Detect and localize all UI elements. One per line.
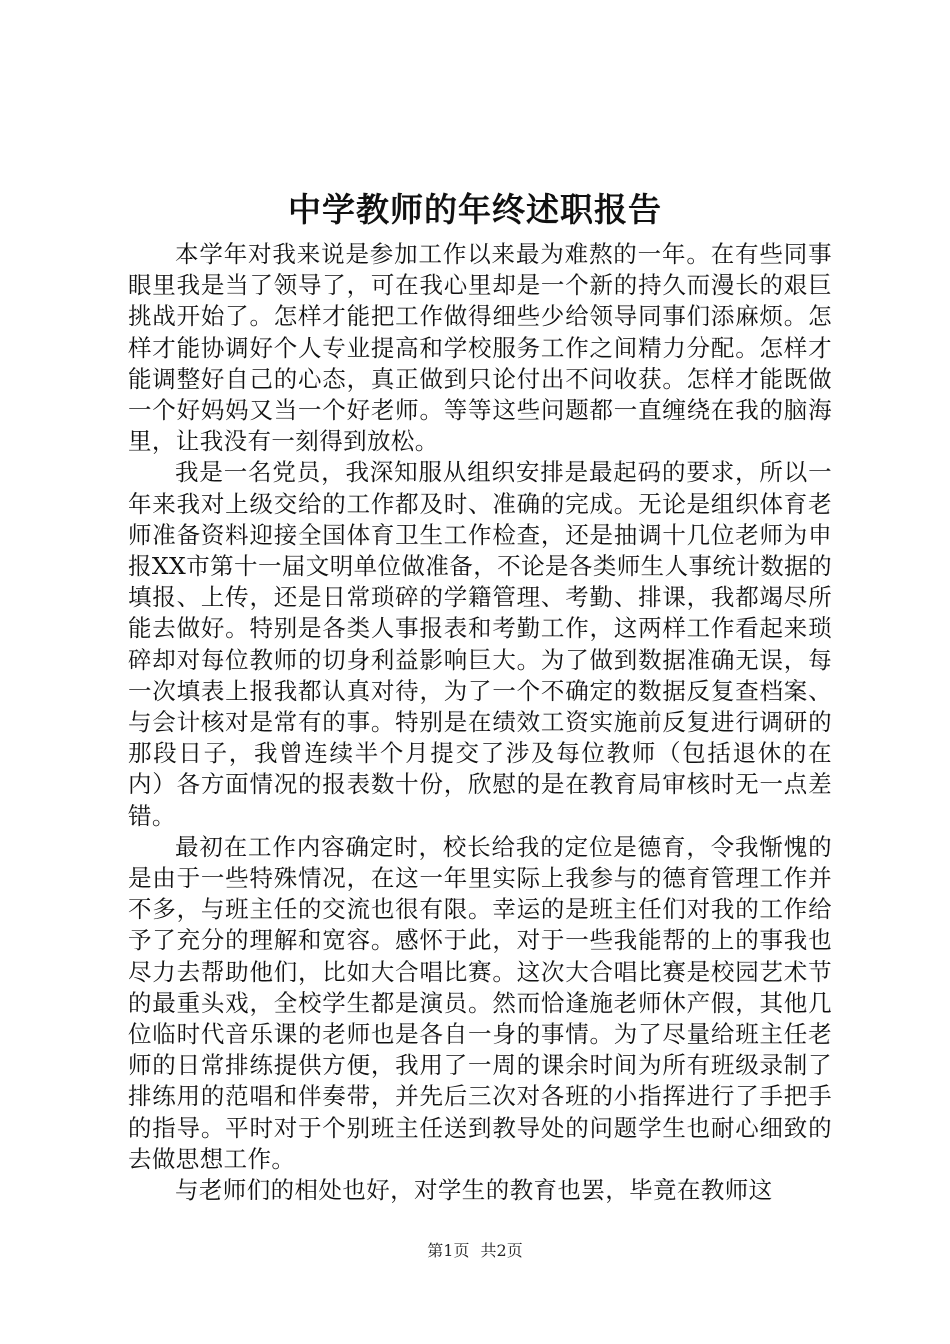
page-total: 共2页 <box>480 1241 523 1260</box>
paragraph-2: 我是一名党员，我深知服从组织安排是最起码的要求，所以一年来我对上级交给的工作都及时、准确的完成。无论是组织体育老师准备资料迎接全国体育卫生工作检查，还是抽调十几位老师为申报XX市第十一届文明单位做准备，不论是各类师生人事统计数据的填报、上传，还是日常琐碎的学籍管理、考勤、排课，我都竭尽所能去做好。特别是各类人事报表和考勤工作，这两样工作看起来琐碎却对每位教师的切身利益影响巨大。为了做到数据准确无误，每一次填表上报我都认真对待，为了一个不确定的数据反复查档案、与会计核对是常有的事。特别是在绩效工资实施前反复进行调研的那段日子，我曾连续半个月提交了涉及每位教师（包括退休的在内）各方面情况的报表数十份，欣慰的是在教育局审核时无一点差错。 <box>128 458 832 830</box>
page-number: 第1页 <box>427 1241 470 1260</box>
paragraph-4: 与老师们的相处也好，对学生的教育也罢，毕竟在教师这 <box>175 1176 773 1205</box>
document-body <box>128 239 832 1206</box>
document-title: 中学教师的年终述职报告 <box>288 190 662 229</box>
page-footer <box>0 1239 950 1263</box>
paragraph-1: 本学年对我来说是参加工作以来最为难熬的一年。在有些同事眼里我是当了领导了，可在我心里却是一个新的持久而漫长的艰巨挑战开始了。怎样才能把工作做得细些少给领导同事们添麻烦。怎样才能协调好个人专业提高和学校服务工作之间精力分配。怎样才能调整好自己的心态，真正做到只论付出不问收获。怎样才能既做一个好妈妈又当一个好老师。等等这些问题都一直缠绕在我的脑海里，让我没有一刻得到放松。 <box>128 240 832 456</box>
paragraph-3: 最初在工作内容确定时，校长给我的定位是德育，令我惭愧的是由于一些特殊情况，在这一年里实际上我参与的德育管理工作并不多，与班主任的交流也很有限。幸运的是班主任们对我的工作给予了充分的理解和宽容。感怀于此，对于一些我能帮的上的事我也尽力去帮助他们，比如大合唱比赛。这次大合唱比赛是校园艺术节的最重头戏，全校学生都是演员。然而恰逢施老师休产假，其他几位临时代音乐课的老师也是各自一身的事情。为了尽量给班主任老师的日常排练提供方便，我用了一周的课余时间为所有班级录制了排练用的范唱和伴奏带，并先后三次对各班的小指挥进行了手把手的指导。平时对于个别班主任送到教导处的问题学生也耐心细致的去做思想工作。 <box>128 832 832 1173</box>
